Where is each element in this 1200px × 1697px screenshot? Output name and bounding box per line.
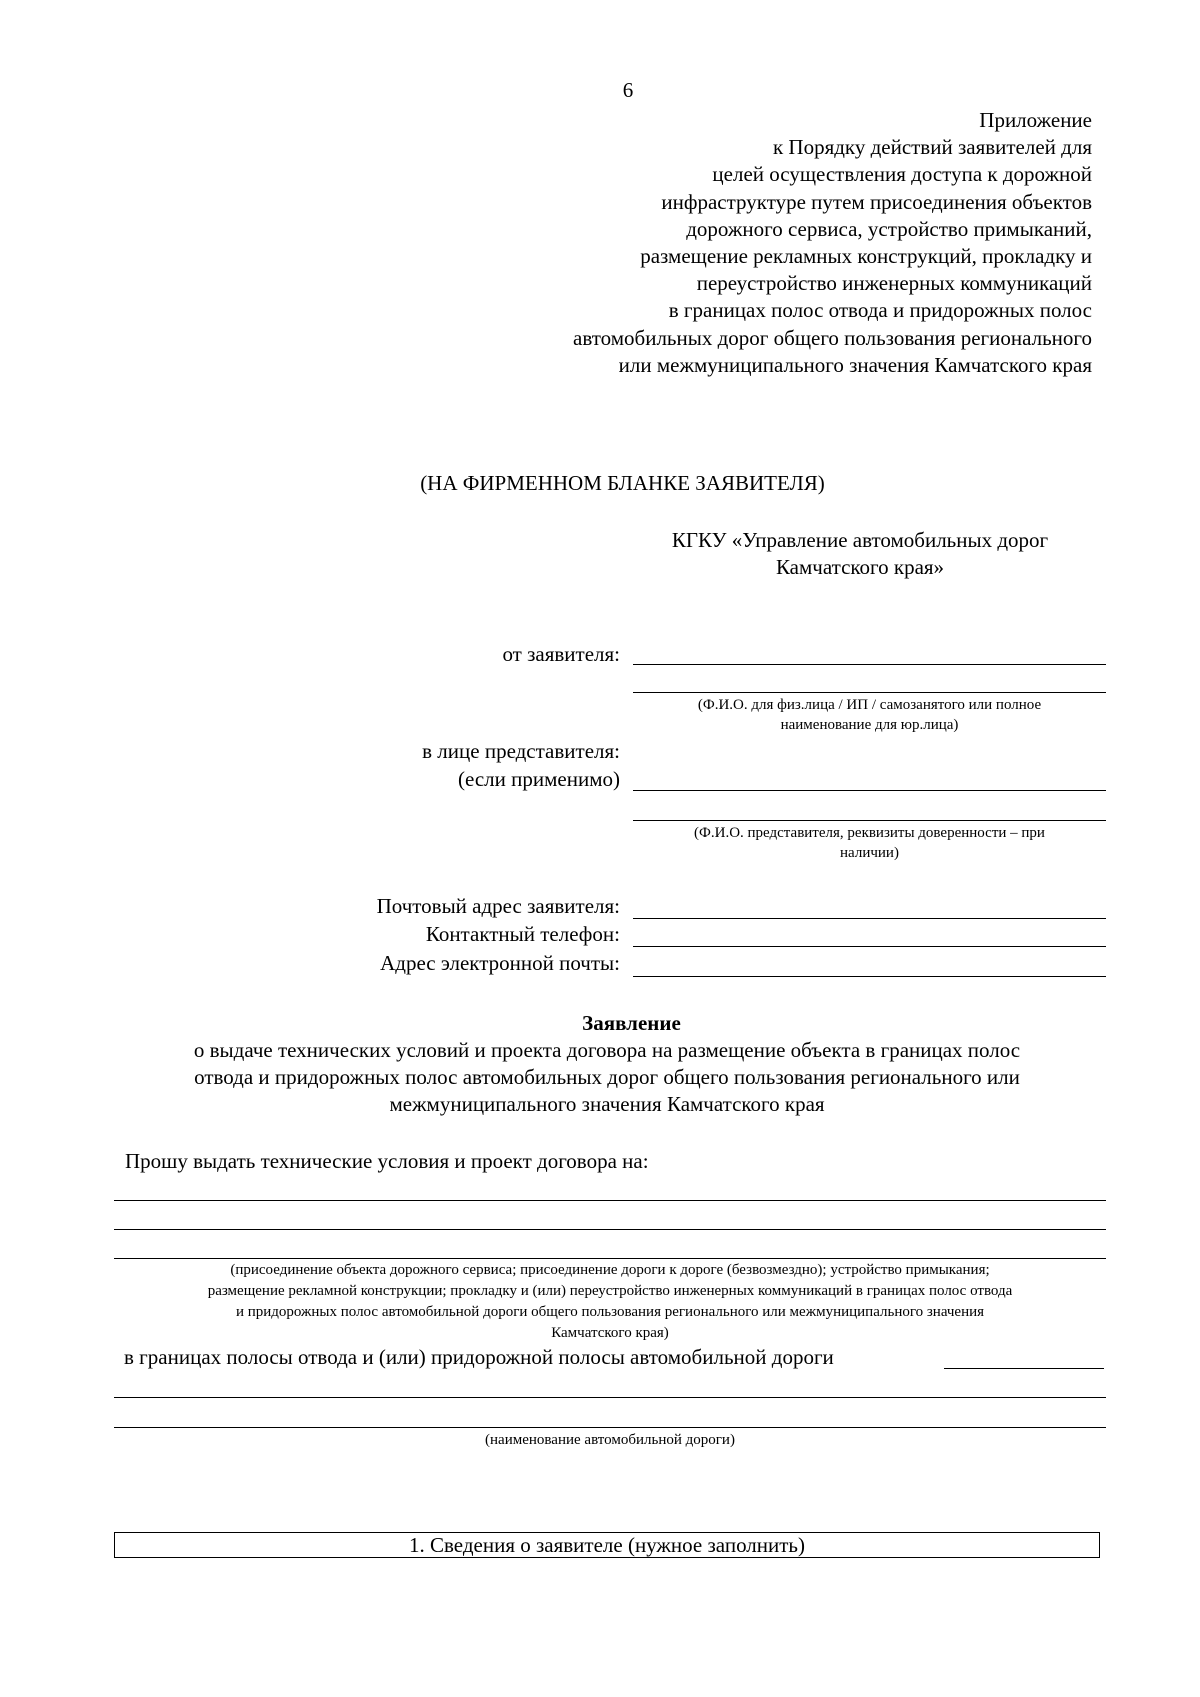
applicant-name-hint-1: (Ф.И.О. для физ.лица / ИП / самозанятого или полное (697, 697, 1042, 713)
addressee-line-1: КГКУ «Управление автомобильных дорог (671, 528, 1049, 552)
addressee-line-2: Камчатского края» (775, 555, 945, 579)
within-road-text: в границах полосы отвода и (или) придорожной полосы автомобильной дороги (124, 1345, 834, 1369)
postal-address-label: Почтовый адрес заявителя: (376, 894, 620, 918)
appendix-line: автомобильных дорог общего пользования регионального (573, 325, 1092, 350)
statement-subtitle-3: межмуниципального значения Камчатского края (389, 1092, 825, 1116)
statement-subtitle-1: о выдаче технических условий и проекта договора на размещение объекта в границах полос (193, 1038, 1021, 1062)
road-name-hint: (наименование автомобильной дороги) (485, 1432, 735, 1448)
appendix-header (573, 107, 1092, 379)
request-object-field[interactable] (114, 1200, 1106, 1201)
phone-label: Контактный телефон: (425, 922, 620, 946)
from-applicant-label: от заявителя: (502, 642, 620, 666)
options-hint-4: Камчатского края) (551, 1325, 669, 1341)
applicant-name-hint-2: наименование для юр.лица) (780, 717, 959, 733)
letterhead-note: (НА ФИРМЕННОМ БЛАНКЕ ЗАЯВИТЕЛЯ) (420, 471, 825, 495)
options-hint-3: и придорожных полос автомобильной дороги общего пользования регионального или межмуниципального значения (235, 1304, 985, 1320)
applicant-name-field-2[interactable] (633, 692, 1106, 693)
phone-field[interactable] (633, 946, 1106, 947)
road-name-field[interactable] (114, 1397, 1106, 1398)
appendix-line: в границах полос отвода и придорожных полос (668, 298, 1092, 323)
appendix-line: целей осуществления доступа к дорожной (712, 162, 1092, 187)
representative-field[interactable] (633, 790, 1106, 791)
road-name-field-2[interactable] (114, 1427, 1106, 1428)
postal-address-field[interactable] (633, 918, 1106, 919)
representative-hint-1: (Ф.И.О. представителя, реквизиты доверенности – при (694, 825, 1045, 841)
appendix-line: к Порядку действий заявителей для (772, 135, 1092, 160)
section-1-title: 1. Сведения о заявителе (нужное заполнить) (409, 1533, 805, 1557)
appendix-line: Приложение (979, 108, 1092, 132)
appendix-line: инфраструктуре путем присоединения объектов (661, 189, 1092, 214)
email-field[interactable] (633, 976, 1106, 977)
request-object-field-2[interactable] (114, 1229, 1106, 1230)
request-lead: Прошу выдать технические условия и проект договора на: (125, 1149, 649, 1173)
statement-title: Заявление (582, 1011, 681, 1035)
representative-hint-2: наличии) (840, 845, 899, 861)
appendix-line: размещение рекламных конструкций, прокладку и (640, 244, 1092, 269)
options-hint-1: (присоединение объекта дорожного сервиса; присоединение дороги к дороге (безвозмездно); устройство примыкания; (230, 1262, 990, 1278)
statement-subtitle-2: отвода и придорожных полос автомобильных дорог общего пользования регионального или (194, 1065, 1020, 1089)
request-object-field-3[interactable] (114, 1258, 1106, 1259)
section-1-header (114, 1532, 1100, 1558)
page-number: 6 (622, 78, 634, 102)
email-label: Адрес электронной почты: (380, 951, 620, 975)
appendix-line: или межмуниципального значения Камчатского края (618, 352, 1092, 377)
appendix-line: переустройство инженерных коммуникаций (696, 271, 1092, 296)
applicant-name-field[interactable] (633, 664, 1106, 665)
representative-label-note: (если применимо) (458, 767, 620, 791)
appendix-line: дорожного сервиса, устройство примыканий, (686, 216, 1092, 241)
representative-field-2[interactable] (633, 820, 1106, 821)
representative-label: в лице представителя: (422, 739, 620, 763)
options-hint-2: размещение рекламной конструкции; прокладку и (или) переустройство инженерных коммуникаций в границах полос отвода (207, 1283, 1013, 1299)
road-name-inline-field[interactable] (944, 1368, 1104, 1369)
